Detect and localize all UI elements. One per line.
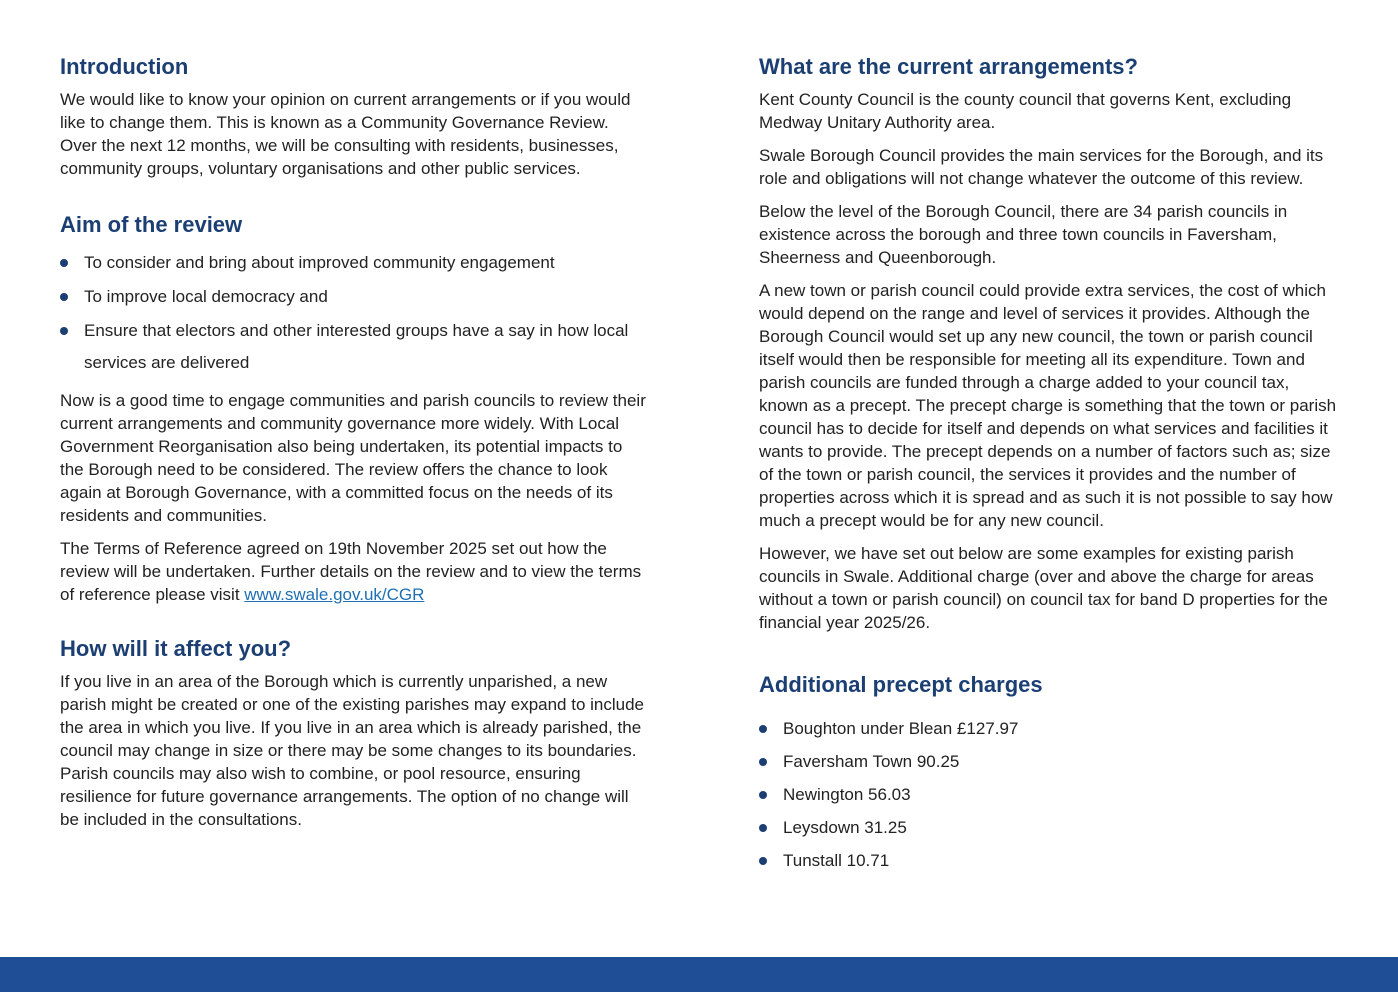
bullet-dot-icon xyxy=(759,725,767,733)
left-column xyxy=(60,54,650,863)
current-paragraph-5: However, we have set out below are some examples for existing parish councils in Swale. Additional charge (over and above the charge for areas without a town or parish council) on council tax for band D properties for the financial year 2025/26. xyxy=(759,544,1328,633)
terms-paragraph xyxy=(60,537,650,606)
current-paragraph-3: Below the level of the Borough Council, there are 34 parish councils in existence across the borough and three town councils in Faversham, Sheerness and Queenborough. xyxy=(759,202,1288,268)
precept-item xyxy=(759,750,1339,773)
precept-item xyxy=(759,783,1339,806)
precept-item-text: Newington 56.03 xyxy=(783,784,911,804)
aim-bullet-item xyxy=(60,247,650,279)
cgr-link[interactable]: www.swale.gov.uk/CGR xyxy=(244,584,425,604)
precept-item-text: Boughton under Blean £127.97 xyxy=(783,718,1019,738)
precept-list xyxy=(759,717,1339,872)
current-arrangements-section xyxy=(759,54,1339,634)
precept-section xyxy=(759,672,1339,871)
precept-heading: Additional precept charges xyxy=(759,672,1043,698)
bullet-dot-icon xyxy=(759,758,767,766)
current-paragraph-2: Swale Borough Council provides the main services for the Borough, and its role and obligations will not change whatever the outcome of this review. xyxy=(759,146,1324,189)
affect-paragraph: If you live in an area of the Borough which is currently unparished, a new parish might be created or one of the existing parishes may expand to include the area in which you live. If you live in an area which is already parished, the council may change in size or there may be some changes to its boundaries. Parish councils may also wish to combine, or pool resource, ensuring resilience for future governance arrangements. The option of no change will be included in the consultations. xyxy=(60,672,645,830)
precept-item xyxy=(759,717,1339,740)
precept-item-text: Leysdown 31.25 xyxy=(783,817,907,837)
right-column xyxy=(759,54,1339,904)
terms-text: The Terms of Reference agreed on 19th November 2025 set out how the review will be undertaken. Further details on the review and to view the terms of reference please visit xyxy=(60,538,642,604)
bullet-dot-icon xyxy=(759,857,767,865)
aim-bullet-item xyxy=(60,315,650,379)
bullet-dot-icon xyxy=(759,791,767,799)
aim-bullet-list xyxy=(60,247,650,379)
aim-heading: Aim of the review xyxy=(60,212,243,238)
affect-heading: How will it affect you? xyxy=(60,635,292,661)
current-paragraph-4: A new town or parish council could provide extra services, the cost of which would depend on the range and level of services it provides. Although the Borough Council would set up any new council, the town or parish council itself would then be responsible for meeting all its expenditure. Town and parish councils are funded through a charge added to your council tax, known as a precept. The precept charge is something that the town or parish council has to decide for itself and depends on what services and facilities it wants to provide. The precept depends on a number of factors such as; size of the town or parish council, the services it provides and the number of properties across which it is spread and as such it is not possible to say how much a precept would be for any new council. xyxy=(759,281,1337,531)
precept-item xyxy=(759,816,1339,839)
introduction-paragraph: We would like to know your opinion on current arrangements or if you would like to change them. This is known as a Community Governance Review. Over the next 12 months, we will be consulting with residents, businesses, community groups, voluntary organisations and other public services. xyxy=(60,90,631,179)
footer-bar xyxy=(0,957,1398,992)
aim-bullet-item xyxy=(60,281,650,313)
bullet-dot-icon xyxy=(60,293,68,301)
aim-paragraph: Now is a good time to engage communities and parish councils to review their current arrangements and community governance more widely. With Local Government Reorganisation also being undertaken, its potential impacts to the Borough need to be considered. The review offers the chance to look again at Borough Governance, with a committed focus on the needs of its residents and communities. xyxy=(60,390,646,525)
introduction-section xyxy=(60,54,650,180)
current-paragraph-1: Kent County Council is the county council that governs Kent, excluding Medway Unitary Authority area. xyxy=(759,90,1292,133)
affect-section xyxy=(60,636,650,831)
aim-bullet-text: To improve local democracy and xyxy=(84,286,328,306)
bullet-dot-icon xyxy=(60,259,68,267)
bullet-dot-icon xyxy=(759,824,767,832)
aim-bullet-text: Ensure that electors and other interested groups have a say in how local services are delivered xyxy=(84,320,629,372)
introduction-heading: Introduction xyxy=(60,54,189,79)
current-arrangements-heading: What are the current arrangements? xyxy=(759,54,1138,79)
precept-item xyxy=(759,849,1339,872)
precept-item-text: Tunstall 10.71 xyxy=(783,850,890,870)
aim-section xyxy=(60,212,650,605)
bullet-dot-icon xyxy=(60,327,68,335)
aim-bullet-text: To consider and bring about improved community engagement xyxy=(84,252,555,272)
precept-item-text: Faversham Town 90.25 xyxy=(783,751,960,771)
